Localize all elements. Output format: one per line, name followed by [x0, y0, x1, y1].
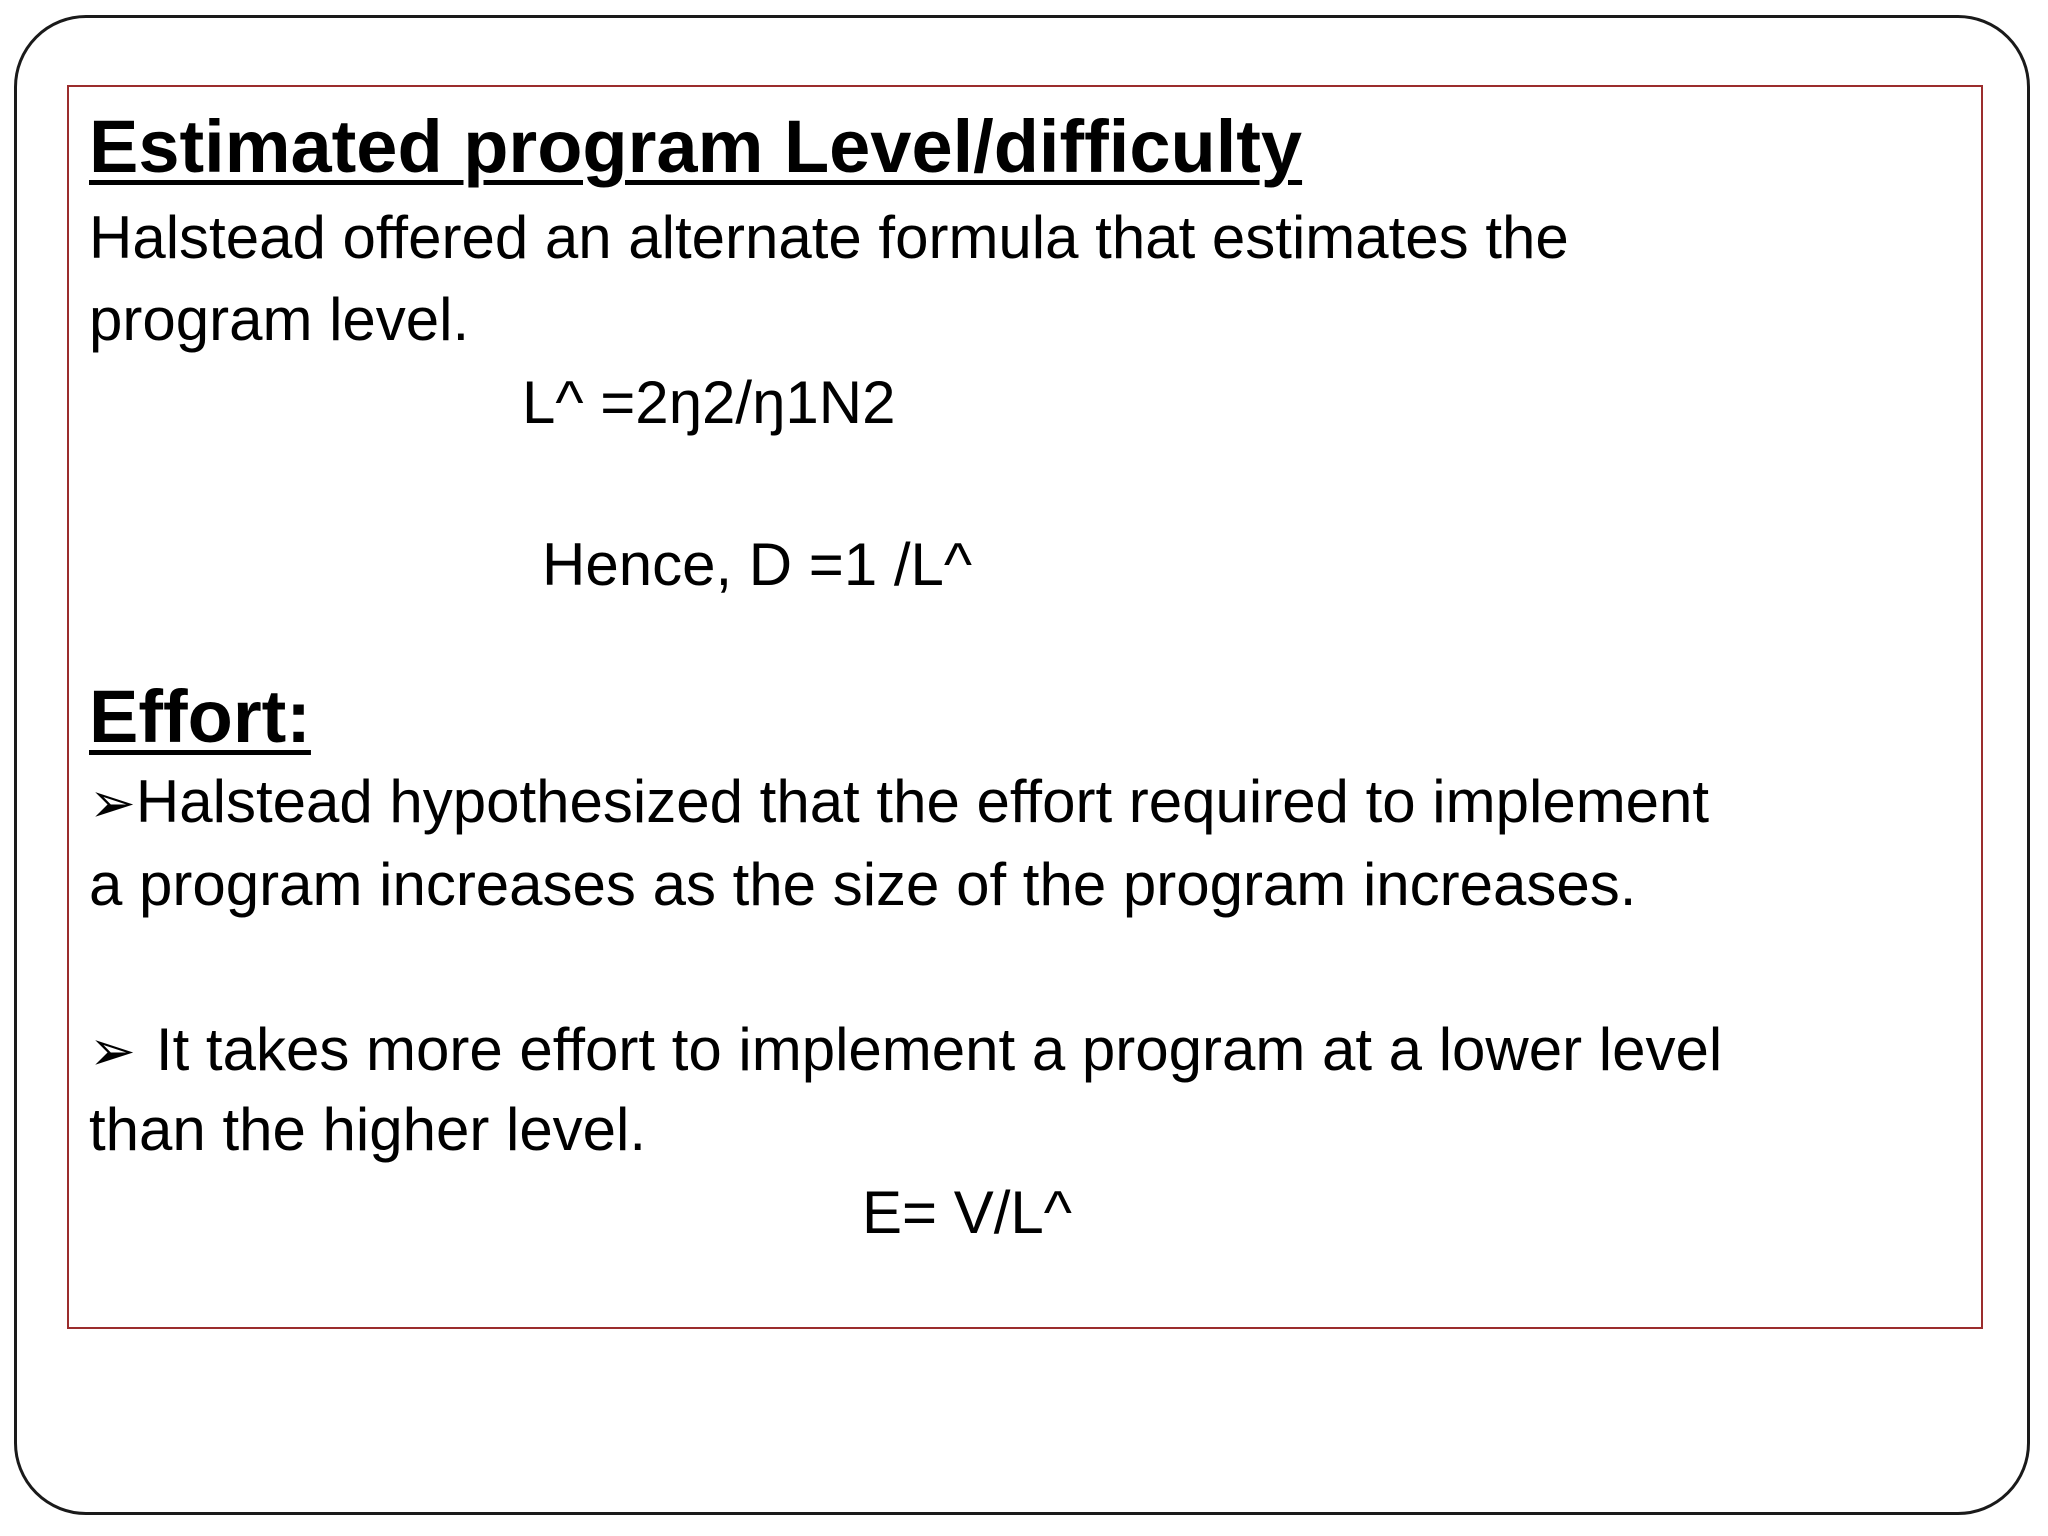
- formula-effort: E= V/L^: [862, 1179, 1072, 1246]
- bullet-text: It takes more effort to implement a program at a lower level: [155, 1016, 1723, 1083]
- bullet-item: [89, 768, 1710, 835]
- section-heading-level: Estimated program Level/difficulty: [89, 105, 1303, 188]
- bullet-text: Halstead hypothesized that the effort required to implement: [135, 768, 1710, 835]
- formula-program-level: L^ =2ŋ2/ŋ1N2: [522, 369, 896, 436]
- paragraph-line: Halstead offered an alternate formula that estimates the: [89, 204, 1569, 271]
- bullet-text-continuation: a program increases as the size of the program increases.: [89, 851, 1637, 918]
- bullet-arrow-icon: ➢: [89, 771, 136, 834]
- bullet-item: [89, 1016, 1723, 1083]
- bullet-text-continuation: than the higher level.: [89, 1096, 647, 1163]
- section-heading-effort: Effort:: [89, 675, 311, 758]
- bullet-arrow-icon: ➢: [89, 1019, 136, 1082]
- paragraph-line: program level.: [89, 286, 470, 353]
- formula-difficulty: Hence, D =1 /L^: [542, 531, 973, 598]
